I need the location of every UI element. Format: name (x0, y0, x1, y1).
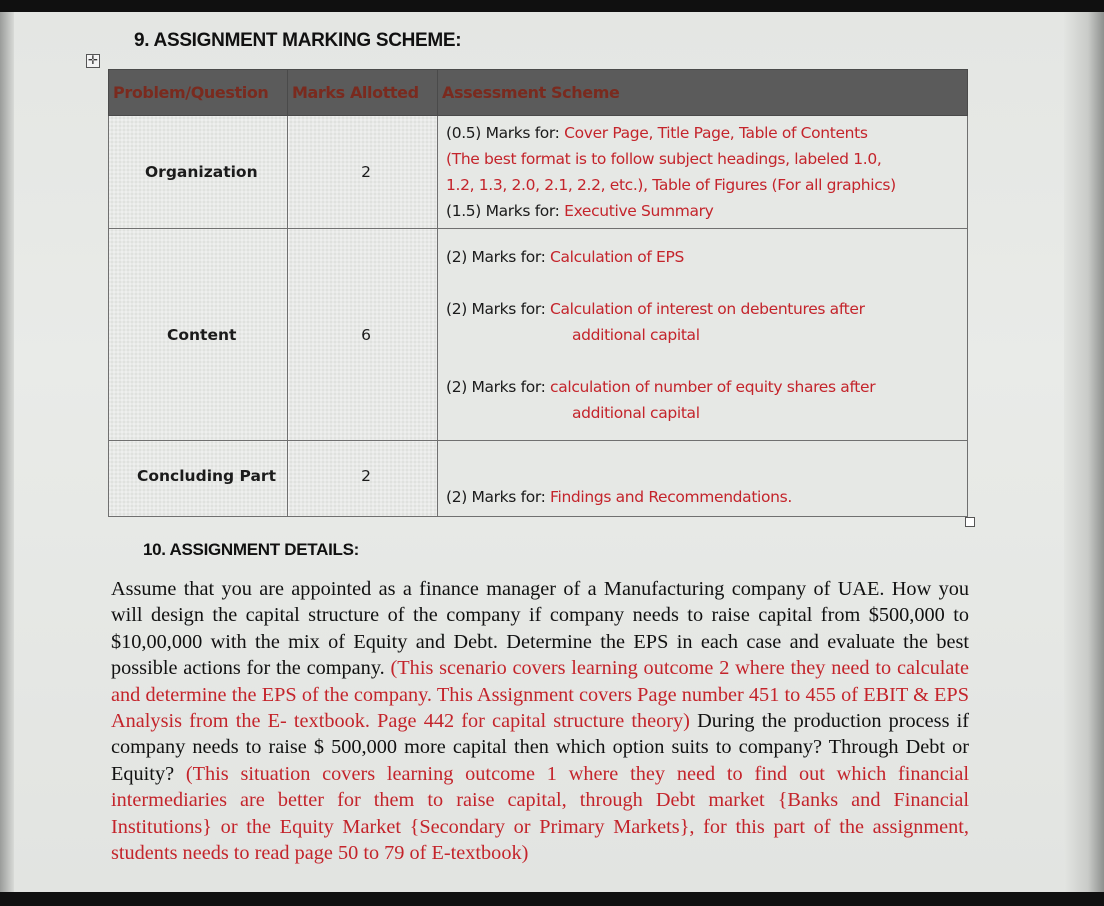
table-header-row (109, 70, 968, 116)
details-note-1: (This scenario covers learning outcome 2 where they need to calculate and determine the EPS of the company. This Assignment covers Page number 451 to 455 of EBIT & EPS Analysis from the E- textbook. Page 442 for capital structure theory) (111, 657, 970, 733)
table-resize-handle[interactable] (965, 517, 975, 527)
assignment-details-paragraph (111, 576, 969, 866)
content-marks: 6 (288, 229, 438, 441)
header-marks-allotted: Marks Allotted (288, 70, 438, 116)
details-note-2: (This situation covers learning outcome 1 where they need to find out which financial intermediaries are better for them to raise capital, through Debt market {Banks and Financial Institutions} or the Equity Market {Secondary or Primary Markets}, for this part of the assignment, students needs to read page 50 to 79 of E-textbook) (111, 762, 969, 865)
content-question: Content (109, 229, 288, 441)
marking-scheme-table (108, 69, 968, 517)
details-text-2: During the production process if company needs to raise $ 500,000 more capital then which option suits to company? Through Debt or Equity? (111, 710, 970, 785)
concluding-scheme: (2) Marks for: Findings and Recommendations. (438, 441, 968, 517)
page-edge-shadow (0, 12, 14, 892)
table-row-concluding (109, 441, 968, 517)
document-page (0, 12, 1104, 892)
section-9-heading: 9. ASSIGNMENT MARKING SCHEME: (134, 30, 462, 51)
header-assessment-scheme: Assessment Scheme (438, 70, 968, 116)
organization-marks: 2 (288, 116, 438, 229)
page-edge-shadow-right (1064, 12, 1104, 892)
organization-question: Organization (109, 116, 288, 229)
table-move-handle-icon[interactable]: ✛ (87, 53, 99, 67)
organization-scheme: (0.5) Marks for: Cover Page, Title Page, Table of Contents (The best format is to follow subject headings, labeled 1.0, 1.2, 1.3, 2.0, 2.1, 2.2, etc.), Table of Figures (For all graphics) (1.5) Marks for: Executive Summary (438, 116, 968, 229)
table-row-content (109, 229, 968, 441)
content-scheme: (2) Marks for: Calculation of EPS (2) Marks for: Calculation of interest on debentures after additional capital (2) Marks for: calculation of number of equity shares after additional capital (438, 229, 968, 441)
section-10-heading: 10. ASSIGNMENT DETAILS: (143, 540, 360, 559)
details-text-1: Assume that you are appointed as a finance manager of a Manufacturing company of UAE. How you will design the capital structure of the company if company needs to raise capital from $500,000 to $10,00,000 with the mix of Equity and Debt. Determine the EPS in each case and evaluate the best possible actions for the company. (111, 578, 969, 680)
table-row-organization (109, 116, 968, 229)
concluding-marks: 2 (288, 441, 438, 517)
header-problem-question: Problem/Question (109, 70, 288, 116)
concluding-question: Concluding Part (109, 441, 288, 517)
